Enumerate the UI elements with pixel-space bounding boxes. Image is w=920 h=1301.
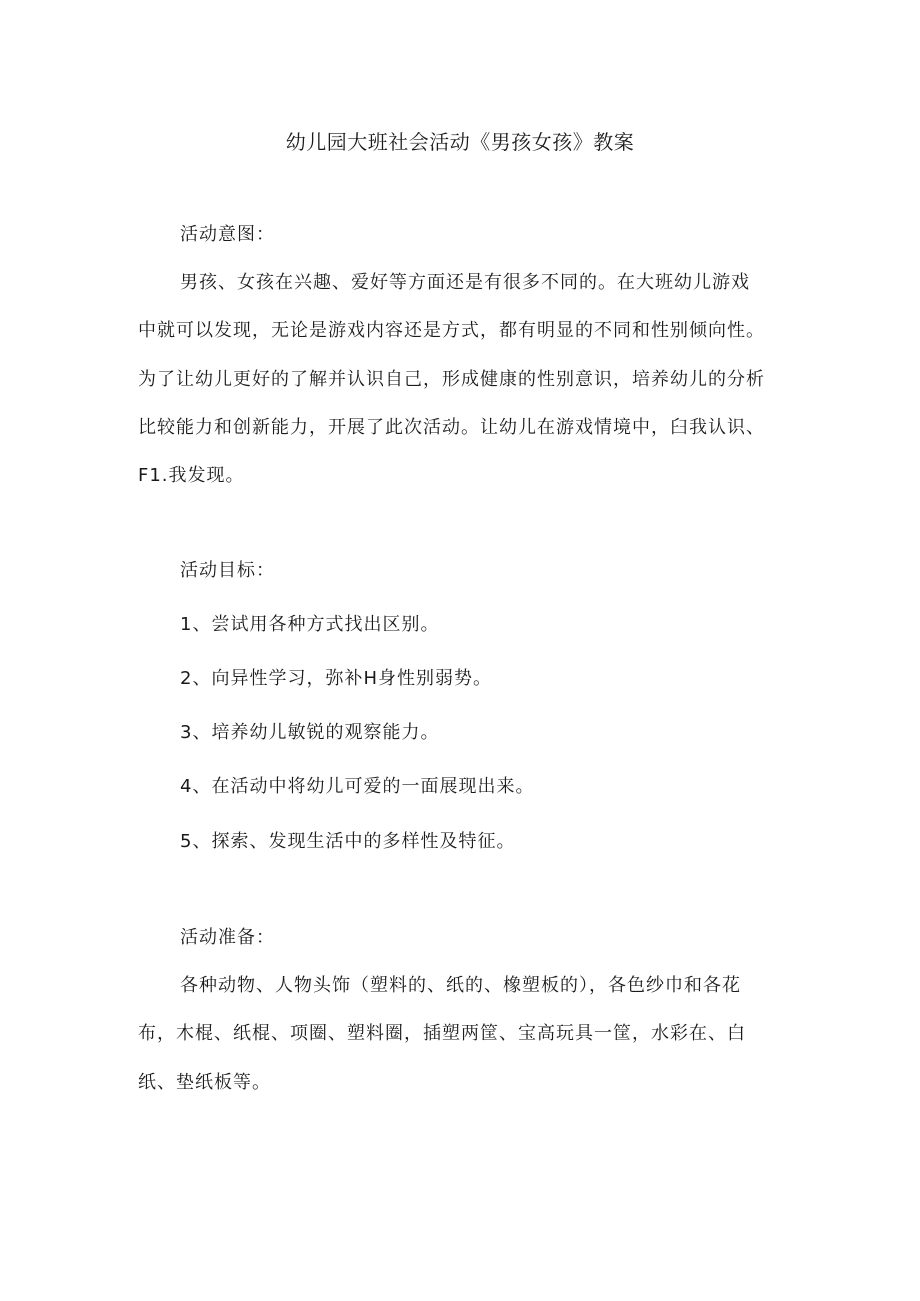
intent-line-3: 为了让幼儿更好的了解并认识自己，形成健康的性别意识，培养幼儿的分析 bbox=[138, 369, 765, 390]
document-title: 幼儿园大班社会活动《男孩女孩》教案 bbox=[285, 130, 635, 154]
prep-line-2: 布，木棍、纸棍、项圈、塑料圈，插塑两筐、宝高玩具一筐，水彩在、白 bbox=[138, 1023, 746, 1044]
intent-line-4: 比较能力和创新能力，开展了此次活动。让幼儿在游戏情境中，臼我认识、 bbox=[138, 417, 765, 438]
intent-heading: 活动意图： bbox=[180, 224, 275, 245]
goal-item: 5、探索、发现生活中的多样性及特征。 bbox=[180, 831, 516, 852]
goal-item: 4、在活动中将幼儿可爱的一面展现出来。 bbox=[180, 776, 535, 797]
prep-line-3: 纸、垫纸板等。 bbox=[138, 1072, 271, 1093]
intent-line-1: 男孩、女孩在兴趣、爱好等方面还是有很多不同的。在大班幼儿游戏 bbox=[180, 272, 750, 293]
goal-item: 3、培养幼儿敏锐的观察能力。 bbox=[180, 722, 440, 743]
goals-heading: 活动目标： bbox=[180, 560, 275, 581]
intent-line-5: F1.我发现。 bbox=[138, 465, 245, 486]
intent-line-2: 中就可以发现，无论是游戏内容还是方式，都有明显的不同和性别倾向性。 bbox=[138, 320, 765, 341]
goal-item: 1、尝试用各种方式找出区别。 bbox=[180, 614, 440, 635]
prep-line-1: 各种动物、人物头饰（塑料的、纸的、橡塑板的），各色纱巾和各花 bbox=[180, 975, 741, 996]
goal-item: 2、向异性学习，弥补H身性别弱势。 bbox=[180, 668, 492, 689]
prep-heading: 活动准备： bbox=[180, 927, 275, 948]
